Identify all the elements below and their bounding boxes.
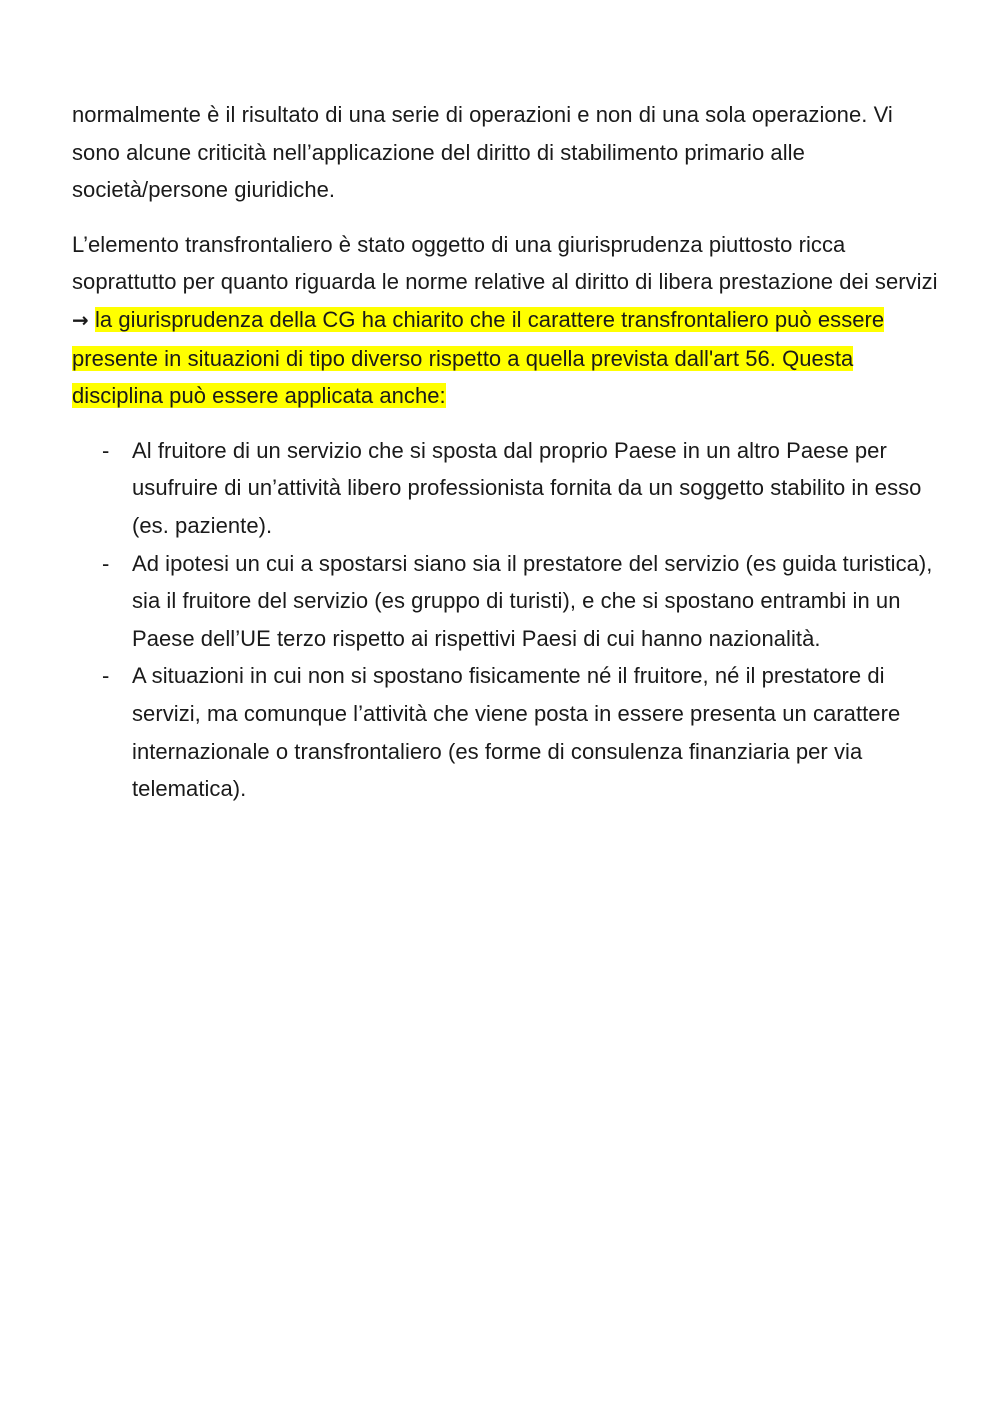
arrow-right-icon: → (72, 307, 89, 332)
list-item (72, 545, 940, 658)
list-item (72, 432, 940, 545)
document-page (72, 96, 940, 808)
bullet-dash: - (102, 663, 110, 689)
paragraph-continuation: normalmente è il risultato di una serie di operazioni e non di una sola operazione. Vi sono alcune criticità nell’applicazione del diritto di stabilimento primario alle società/persone giuridiche. (72, 102, 893, 203)
list-item (72, 657, 940, 807)
highlighted-text: la giurisprudenza della CG ha chiarito che il carattere transfrontaliero può essere presente in situazioni di tipo diverso rispetto a quella prevista dall'art 56. Questa disciplina può essere applicata anche: (72, 306, 885, 409)
bullet-list (72, 432, 940, 808)
paragraph-cross-border-text: L’elemento transfrontaliero è stato oggetto di una giurisprudenza piuttosto ricca soprattutto per quanto riguarda le norme relative al diritto di libera prestazione dei servizi (72, 231, 938, 295)
bullet-dash: - (102, 437, 110, 463)
paragraph-cross-border (72, 226, 940, 415)
list-item-text: A situazioni in cui non si spostano fisicamente né il fruitore, né il prestatore di servizi, ma comunque l’attività che viene posta in essere presenta un carattere internazionale o transfrontaliero (es forme di consulenza finanziaria per via telematica). (132, 663, 901, 802)
bullet-dash: - (102, 550, 110, 576)
list-item-text: Ad ipotesi un cui a spostarsi siano sia il prestatore del servizio (es guida turistica), sia il fruitore del servizio (es gruppo di turisti), e che si spostano entrambi in un Paese dell’UE terzo rispetto ai rispettivi Paesi di cui hanno nazionalità. (132, 550, 933, 651)
list-item-text: Al fruitore di un servizio che si sposta dal proprio Paese in un altro Paese per usufruire di un’attività libero professionista fornita da un soggetto stabilito in esso (es. paziente). (132, 437, 922, 538)
